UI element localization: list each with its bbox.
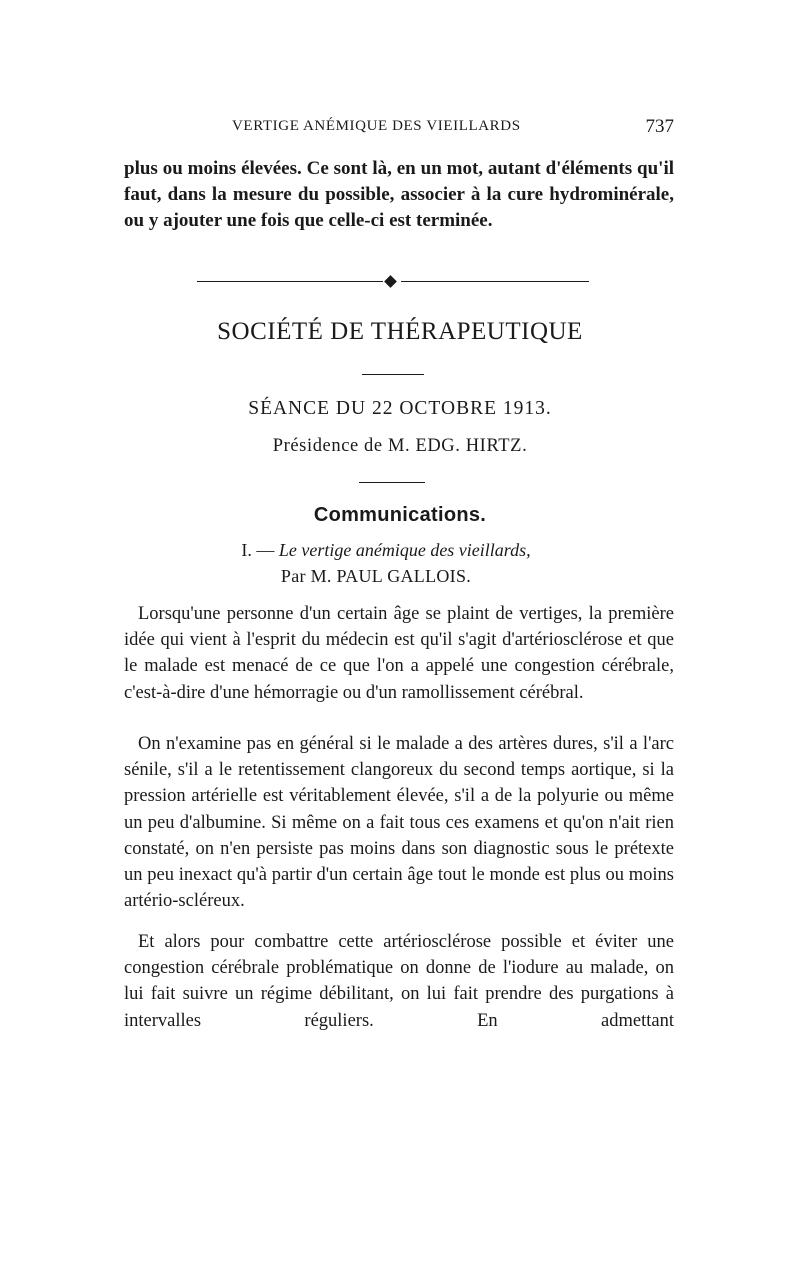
- page-number: 737: [645, 116, 674, 137]
- short-rule-2: [359, 482, 425, 483]
- diamond-ornament-icon: [384, 275, 397, 288]
- fleuron-divider: [197, 276, 589, 288]
- divider-line-left: [197, 281, 383, 282]
- article-title-text: Le vertige anémique des vieillards,: [278, 540, 531, 560]
- society-title: SOCIÉTÉ DE THÉRAPEUTIQUE: [217, 318, 583, 345]
- lead-paragraph: plus ou moins élevées. Ce sont là, en un mot, autant d'éléments qu'il faut, dans la mesure du possible, associer à la cure hydrominérale, ou y ajouter une fois que celle-ci est terminée.: [124, 158, 674, 231]
- short-rule-1: [362, 374, 424, 375]
- presidence: Présidence de M. EDG. HIRTZ.: [272, 436, 528, 456]
- seance-date: SÉANCE DU 22 OCTOBRE 1913.: [248, 398, 552, 419]
- body-paragraph-2: On n'examine pas en général si le malade a des artères dures, s'il a l'arc sénile, s'il a le retentissement clangoreux du second temps aortique, si la pression artérielle est véritablement élevée, s'il a de la polyurie ou même un peu d'albumine. Si même on a fait tous ces examens et qu'on n'ait rien constaté, on n'en persiste pas moins dans son diagnostic sous le prétexte un peu inexact qu'à partir d'un certain âge tout le monde est plus ou moins artério-scléreux.: [124, 734, 674, 912]
- article-number: I. —: [241, 540, 275, 560]
- article-title: [0, 540, 786, 561]
- communications-heading: Communications.: [313, 504, 487, 526]
- running-head: [124, 118, 674, 142]
- article-author: Par M. PAUL GALLOIS.: [280, 566, 472, 586]
- body-paragraph-3: Et alors pour combattre cette artériosclérose possible et éviter une congestion cérébrale problématique on donne de l'iodure au malade, on lui fait suivre un régime débilitant, on lui fait prendre des purgations à intervalles réguliers. En admettant: [124, 932, 674, 1031]
- body-paragraph-1: Lorsqu'une personne d'un certain âge se plaint de vertiges, la première idée qui vient à l'esprit du médecin est qu'il s'agit d'artériosclérose et que le malade est menacé de ce que l'on a appelé une congestion cérébrale, c'est-à-dire d'une hémorragie ou d'un ramollissement cérébral.: [124, 604, 674, 703]
- running-head-title: VERTIGE ANÉMIQUE DES VIEILLARDS: [232, 118, 521, 134]
- divider-line-right: [401, 281, 589, 282]
